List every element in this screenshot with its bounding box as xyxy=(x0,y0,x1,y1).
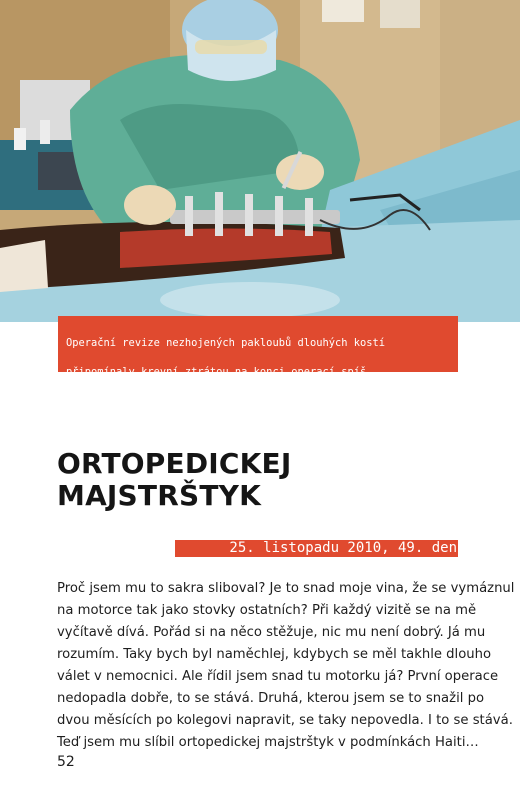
body-line: na motorce tak jako stovky ostatních? Při každý vizitě se na mě xyxy=(57,603,477,618)
body-line: nedopadla dobře, to se stává. Druhá, kterou jsem se to snažil po xyxy=(57,691,485,706)
chapter-title xyxy=(57,448,477,512)
body-line: Teď jsem mu slíbil ortopedickej majstrštyk v podmínkách Haiti… xyxy=(57,735,479,750)
surgery-photo xyxy=(0,0,520,322)
chapter-title-line: MAJSTRŠTYK xyxy=(57,479,262,512)
body-line: dvou měsících po kolegovi napravit, se taky nepovedla. I to se stává. xyxy=(57,713,513,728)
chapter-title-line: ORTOPEDICKEJ xyxy=(57,447,292,480)
page-number: 52 xyxy=(57,754,75,770)
body-line: rozumím. Taky bych byl naměchlej, kdybych se měl takhle dlouho xyxy=(57,647,492,662)
body-line: vyčítavě dívá. Pořád si na něco stěžuje, nic mu není dobrý. Já mu xyxy=(57,625,486,640)
caption-line: střelná poranění velkou ráží. xyxy=(66,394,248,407)
chapter-date: 25. listopadu 2010, 49. den xyxy=(175,540,458,557)
caption-line: Operační revize nezhojených pakloubů dlouhých kostí xyxy=(66,336,386,349)
caption-line: připomínaly krevní ztrátou na konci operací spíš xyxy=(66,365,367,378)
body-line: válet v nemocnici. Ale řídil jsem snad tu motorku já? První operace xyxy=(57,669,499,684)
body-line: Proč jsem mu to sakra sliboval? Je to snad moje vina, že se vymáznul xyxy=(57,581,515,596)
surgery-photo-graphic xyxy=(0,0,520,322)
chapter-body xyxy=(57,578,515,754)
photo-caption xyxy=(58,316,458,407)
